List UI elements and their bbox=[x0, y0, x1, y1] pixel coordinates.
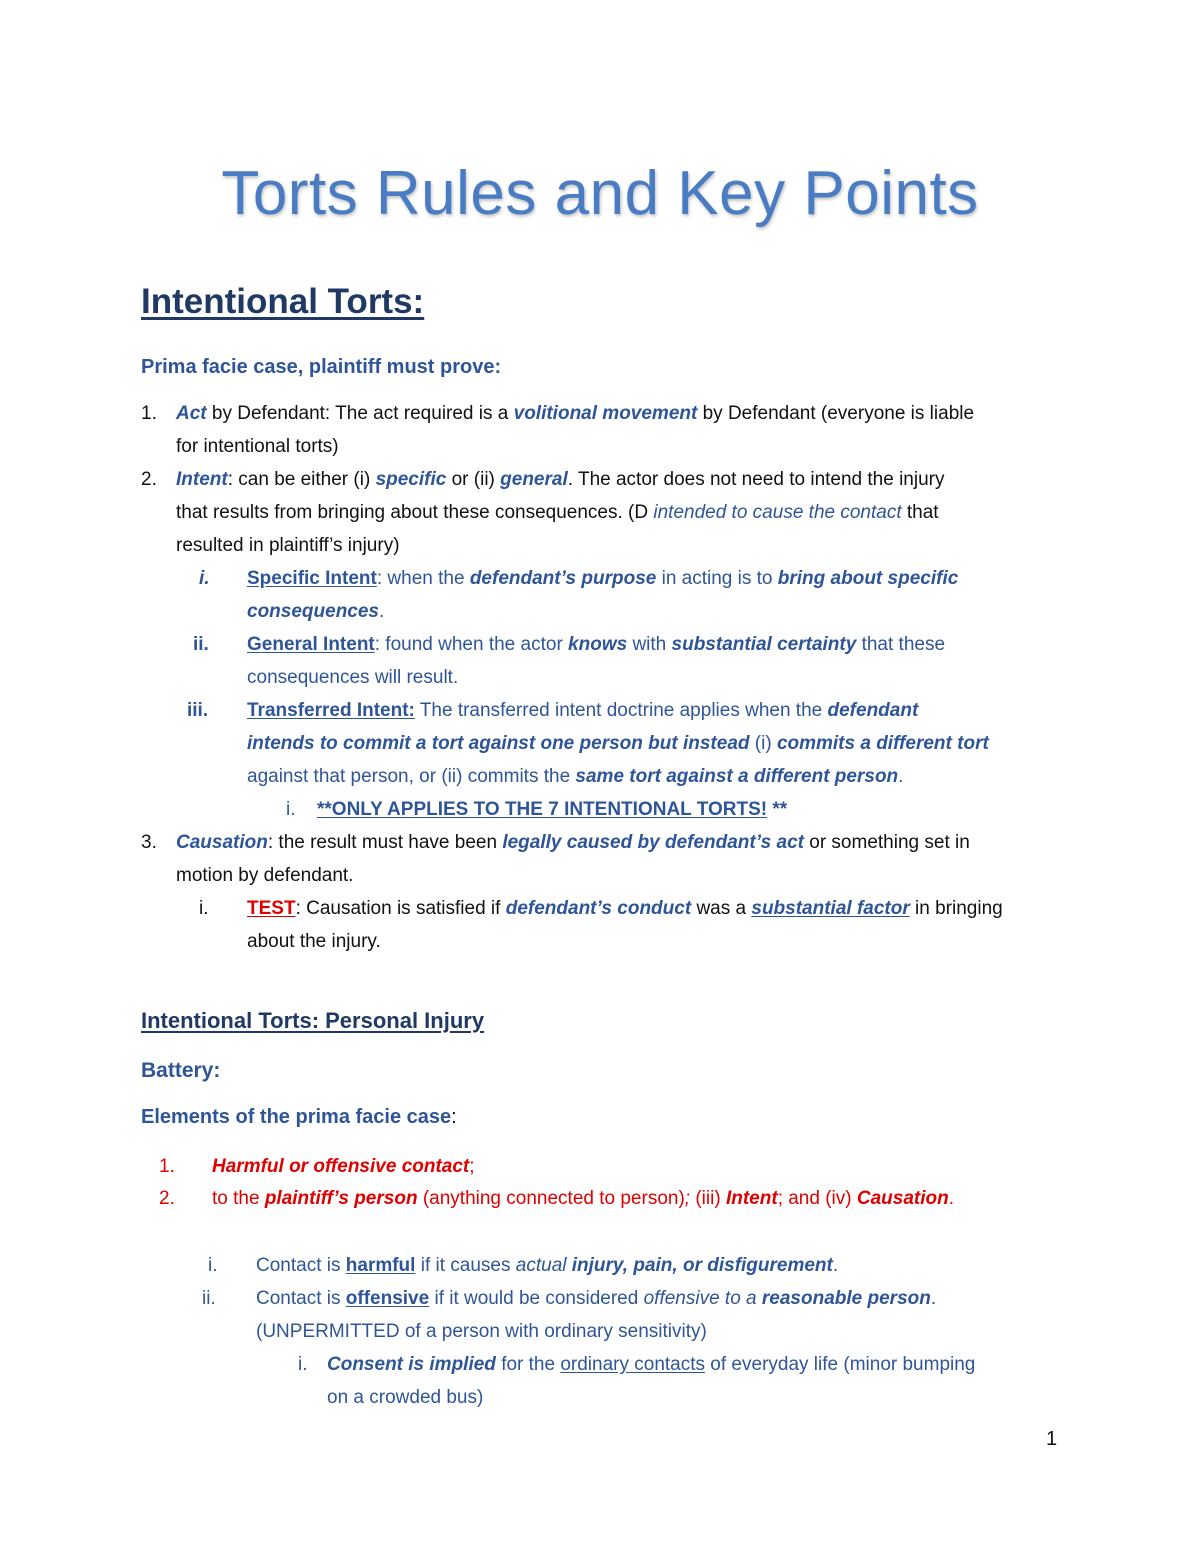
prima-facie-subheading: Prima facie case, plaintiff must prove: bbox=[141, 356, 502, 378]
list-number: 1. bbox=[141, 403, 157, 424]
list-number: i. bbox=[208, 1255, 218, 1276]
document-title: Torts Rules and Key Points bbox=[221, 159, 979, 228]
section-heading-intentional-torts: Intentional Torts: bbox=[141, 282, 425, 321]
list-item-act: Act by Defendant: The act required is a volitional movement by Defendant (everyone is liable for intentional torts) bbox=[176, 403, 975, 457]
list-number: i. bbox=[199, 568, 210, 589]
battery-heading: Battery: bbox=[141, 1059, 221, 1082]
general-intent-definition: General Intent: found when the actor knows with substantial certainty that these consequences will result. bbox=[247, 634, 946, 688]
causation-test: TEST: Causation is satisfied if defendant’s conduct was a substantial factor in bringing about the injury. bbox=[247, 898, 1003, 952]
elements-heading: Elements of the prima facie case: bbox=[141, 1106, 457, 1128]
list-number: 2. bbox=[159, 1188, 175, 1209]
specific-intent-definition: Specific Intent: when the defendant’s purpose in acting is to bring about specific consequences. bbox=[247, 568, 959, 622]
battery-element-person: to the plaintiff’s person (anything connected to person); (iii) Intent; and (iv) Causation. bbox=[212, 1188, 955, 1209]
section-heading-personal-injury: Intentional Torts: Personal Injury bbox=[141, 1008, 485, 1033]
list-number: 2. bbox=[141, 469, 157, 490]
offensive-contact-definition: Contact is offensive if it would be considered offensive to a reasonable person. (UNPERMITTED of a person with ordinary sensitivity) bbox=[256, 1288, 937, 1342]
page-number: 1 bbox=[1046, 1428, 1058, 1450]
list-number: ii. bbox=[193, 634, 209, 655]
harmful-contact-definition: Contact is harmful if it causes actual injury, pain, or disfigurement. bbox=[256, 1255, 839, 1276]
list-number: i. bbox=[199, 898, 209, 919]
seven-torts-note: **ONLY APPLIES TO THE 7 INTENTIONAL TORTS! ** bbox=[317, 799, 788, 820]
list-number: iii. bbox=[187, 700, 209, 721]
implied-consent-note: Consent is implied for the ordinary contacts of everyday life (minor bumping on a crowded bus) bbox=[327, 1354, 976, 1408]
transferred-intent-definition: Transferred Intent: The transferred intent doctrine applies when the defendant intends to commit a tort against one person but instead (i) commits a different tort against that person, or (ii) commits the same tort against a different person. bbox=[247, 700, 989, 787]
list-number: i. bbox=[298, 1354, 308, 1375]
list-number: i. bbox=[286, 799, 296, 820]
list-item-intent: Intent: can be either (i) specific or (ii) general. The actor does not need to intend the injury that results from bringing about these consequences. (D intended to cause the contact that resulted in plaintiff’s injury) bbox=[176, 469, 945, 556]
list-number: 3. bbox=[141, 832, 157, 853]
list-item-causation: Causation: the result must have been legally caused by defendant’s act or something set in motion by defendant. bbox=[176, 832, 970, 886]
list-number: ii. bbox=[202, 1288, 216, 1309]
list-number: 1. bbox=[159, 1156, 175, 1177]
battery-element-contact: Harmful or offensive contact; bbox=[212, 1156, 475, 1177]
